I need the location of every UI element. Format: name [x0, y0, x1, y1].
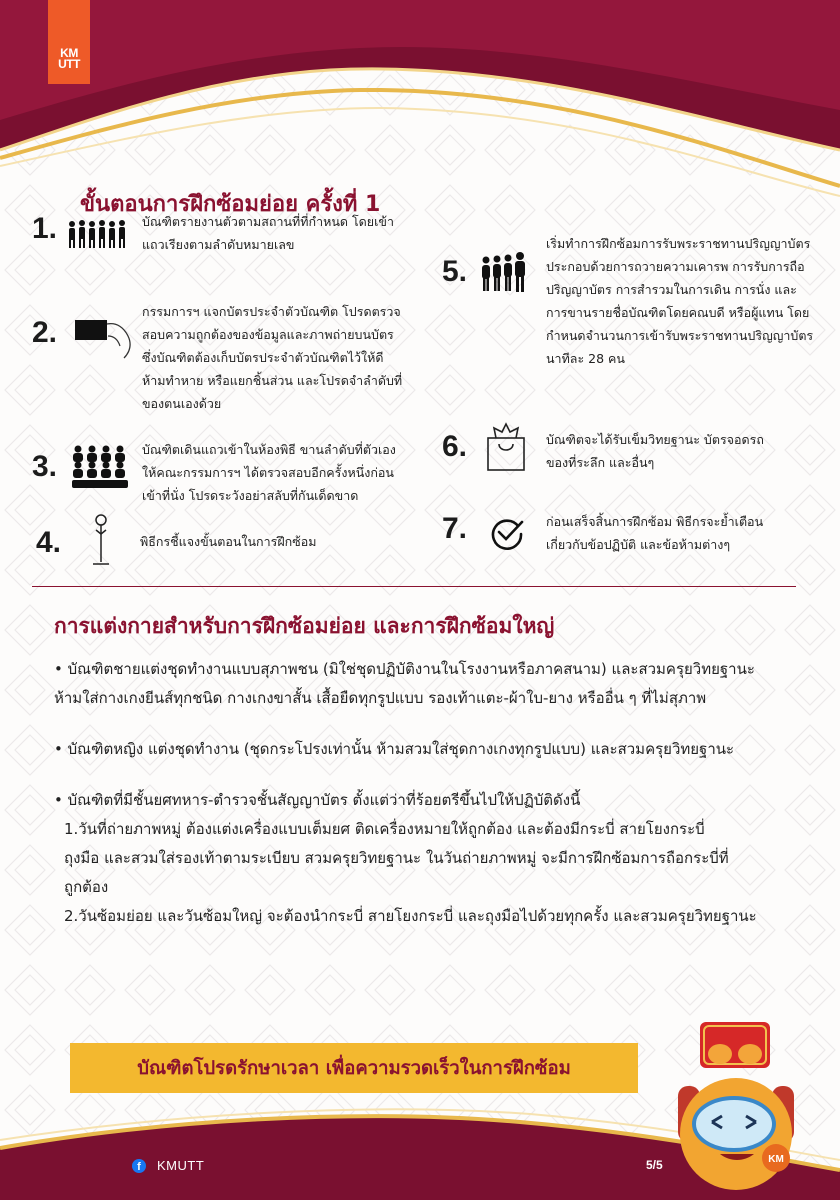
bullet-line: ห้ามใส่กางเกงยีนส์ทุกชนิด กางเกงขาสั้น เสื้อยืดทุกรูปแบบ รองเท้าแตะ-ผ้าใบ-ยาง หรืออื่น ๆ ที่ไม่สุภาพ: [54, 689, 707, 707]
step-text: [142, 438, 396, 507]
shopping-bag-icon: [484, 420, 528, 474]
step-line: ประกอบด้วยการถวายความเคารพ การรับการถือ: [546, 259, 805, 274]
step-number: 2.: [32, 316, 58, 349]
step-text: [546, 232, 813, 370]
list-item: [54, 786, 824, 931]
microphone-stand-icon: [88, 512, 114, 568]
step-line: กรรมการฯ แจกบัตรประจำตัวบัณฑิต โปรดตรวจ: [142, 304, 401, 319]
bullet-subline: 1.วันที่ถ่ายภาพหมู่ ต้องแต่งเครื่องแบบเต็มยศ ติดเครื่องหมายให้ถูกต้อง และต้องมีกระบี่ สายโยงกระบี่: [64, 820, 705, 838]
mascot-illustration: [660, 1022, 810, 1200]
people-line-icon: [480, 252, 534, 294]
bullet-subline: ถุงมือ และสวมใส่รองเท้าตามระเบียบ สวมครุยวิทยฐานะ ในวันถ่ายภาพหมู่ จะมีการฝึกซ้อมการถือกระบี่ที่: [64, 849, 729, 867]
check-circle-icon: [488, 514, 526, 552]
header-wave: [0, 0, 840, 200]
step-number: 4.: [36, 526, 62, 559]
step-number: 3.: [32, 450, 58, 483]
step-text: [140, 530, 316, 553]
step-line: เริ่มทำการฝึกซ้อมการรับพระราชทานปริญญาบัตร: [546, 236, 811, 251]
step-line: ของที่ระลึก และอื่นๆ: [546, 455, 655, 470]
step-number: 1.: [32, 212, 58, 245]
step-number: 5.: [442, 255, 468, 288]
list-item: [54, 735, 824, 764]
step-number: 6.: [442, 430, 468, 463]
step-text: [142, 210, 394, 256]
reminder-banner: บัณฑิตโปรดรักษาเวลา เพื่อความรวดเร็วในการฝึกซ้อม: [70, 1043, 638, 1093]
step-line: กำหนดจำนวนการเข้ารับพระราชทานปริญญาบัตร: [546, 328, 814, 343]
facebook-icon[interactable]: [132, 1159, 146, 1173]
step-line: ห้ามทำหาย หรือแยกชิ้นส่วน และโปรดจำลำดับที่: [142, 373, 403, 388]
step-line: ปริญญาบัตร การสำรวมในการเดิน การนั่ง และ: [546, 282, 797, 297]
step-line: ให้คณะกรรมการฯ ได้ตรวจสอบอีกครั้งหนึ่งก่อน: [142, 465, 394, 480]
step-text: [546, 510, 763, 556]
step-line: เข้าที่นั่ง โปรดระวังอย่าสลับที่กันเด็ดขาด: [142, 488, 359, 503]
step-line: บัณฑิตเดินแถวเข้าในห้องพิธี ขานลำดับที่ตัวเอง: [142, 442, 396, 457]
step-line: บัณฑิตรายงานตัวตามสถานที่ที่กำหนด โดยเข้า: [142, 214, 394, 229]
step-text: [142, 300, 402, 415]
logo-text-line1: KM: [60, 46, 78, 60]
step-line: พิธีกรชี้แจงขั้นตอนในการฝึกซ้อม: [140, 534, 317, 549]
audience-seated-icon: [70, 444, 130, 490]
dress-code-list: [54, 655, 824, 953]
step-line: เกี่ยวกับข้อปฏิบัติ และข้อห้ามต่างๆ: [546, 537, 731, 552]
kmutt-logo: [48, 0, 90, 84]
logo-text-line2: UTT: [58, 57, 80, 71]
facebook-glyph: f: [137, 1161, 141, 1173]
step-line: แถวเรียงตามลำดับหมายเลข: [142, 237, 295, 252]
section2-title: การแต่งกายสำหรับการฝึกซ้อมย่อย และการฝึกซ้อมใหญ่: [54, 614, 555, 638]
id-card-hand-icon: [72, 312, 136, 362]
step-line: ของตนเองด้วย: [142, 396, 222, 411]
bullet-subline: 2.วันซ้อมย่อย และวันซ้อมใหญ่ จะต้องนำกระบี่ สายโยงกระบี่ และถุงมือไปด้วยทุกครั้ง และสวมครุยวิทยฐานะ: [64, 907, 757, 925]
bullet-line: • บัณฑิตชายแต่งชุดทำงานแบบสุภาพชน (มิใช่ชุดปฏิบัติงานในโรงงานหรือภาคสนาม) และสวมครุยวิทยฐานะ: [54, 660, 755, 678]
list-item: [54, 655, 824, 713]
step-text: [546, 428, 764, 474]
step-line: บัณฑิตจะได้รับเข็มวิทยฐานะ บัตรจอดรถ: [546, 432, 764, 447]
step-line: ซึ่งบัณฑิตต้องเก็บบัตรประจำตัวบัณฑิตไว้ให้ดี: [142, 350, 384, 365]
crowd-queue-icon: [66, 218, 128, 252]
bullet-line: • บัณฑิตหญิง แต่งชุดทำงาน (ชุดกระโปรงเท่านั้น ห้ามสวมใส่ชุดกางเกงทุกรูปแบบ) และสวมครุยวิทยฐานะ: [54, 740, 735, 758]
step-line: นาทีละ 28 คน: [546, 351, 625, 366]
bullet-subline: ถูกต้อง: [64, 878, 109, 896]
step-line: ก่อนเสร็จสิ้นการฝึกซ้อม พิธีกรจะย้ำเตือน: [546, 514, 764, 529]
mascot-badge: KM: [768, 1154, 784, 1165]
section1-title: ขั้นตอนการฝึกซ้อมย่อย ครั้งที่ 1: [80, 192, 381, 217]
step-line: สอบความถูกต้องของข้อมูลและภาพถ่ายบนบัตร: [142, 327, 394, 342]
bullet-line: • บัณฑิตที่มีชั้นยศทหาร-ตำรวจชั้นสัญญาบัตร ตั้งแต่ว่าที่ร้อยตรีขึ้นไปให้ปฏิบัติดังนี้: [54, 791, 581, 809]
social-handle[interactable]: KMUTT: [157, 1158, 205, 1173]
step-number: 7.: [442, 512, 468, 545]
step-line: การขานรายชื่อบัณฑิตโดยคณบดี หรือผู้แทน โดย: [546, 305, 810, 320]
page-number: 5/5: [646, 1158, 663, 1172]
section-divider: [32, 586, 796, 587]
